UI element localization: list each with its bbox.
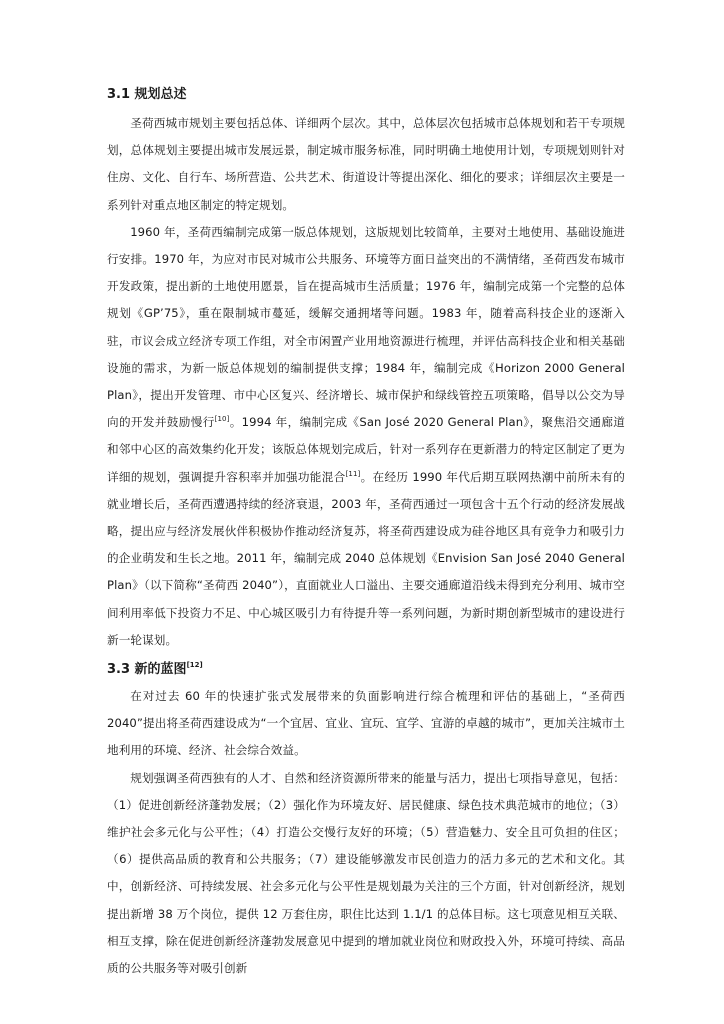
citation-ref: [11] (345, 469, 361, 478)
paragraph-planning-history: 1960 年，圣荷西编制完成第一版总体规划，这版规划比较简单，主要对土地使用、基础设施进行安排。1970 年，为应对市民对城市公共服务、环境等方面日益突出的不满情绪，圣荷西发布城市开发政策，提出新的土地使用愿景，旨在提高城市生活质量；1976 年，编制完成第一个完整的总体规划《GP’75》，重在限制城市蔓延，缓解交通拥堵等问题。1983 年，随着高科技企业的逐渐入驻，市议会成立经济专项工作组，对全市闲置产业用地资源进行梳理，并评估高科技企业和相关基础设施的需求，为新一版总体规划的编制提供支撑；1984 年，编制完成《Horizon 2000 General Plan》，提出开发管理、市中心区复兴、经济增长、城市保护和绿线管控五项策略，倡导以公交为导向的开发并鼓励慢行[10]。1994 年，编制完成《San José 2020 General Plan》，聚焦沿交通廊道和邻中心区的高效集约化开发；该版总体规划完成后，针对一系列存在更新潜力的特定区制定了更为详细的规划，强调提升容积率并加强功能混合[11]。在经历 1990 年代后期互联网热潮中前所未有的就业增长后，圣荷西遭遇持续的经济衰退，2003 年，圣荷西通过一项包含十五个行动的经济发展战略，提出应与经济发展伙伴积极协作推动经济复苏，将圣荷西建设成为硅谷地区具有竞争力和吸引力的企业萌发和生长之地。2011 年，编制完成 2040 总体规划《Envision San José 2040 General Plan》（以下简称“圣荷西 2040”），直面就业人口溢出、主要交通廊道沿线未得到充分利用、城市空间利用率低下投资力不足、中心城区吸引力有待提升等一系列问题，为新时期创新型城市的建设进行新一轮谋划。 (107, 224, 626, 647)
document-page (107, 86, 625, 982)
citation-ref: [12] (186, 661, 203, 670)
section-heading-overview: 3.1 规划总述 (107, 87, 187, 102)
paragraph-planning-levels: 圣荷西城市规划主要包括总体、详细两个层次。其中，总体层次包括城市总体规划和若干专项规划，总体规划主要提出城市发展远景，制定城市服务标准，同时明确土地使用计划，专项规划则针对住房、文化、自行车、场所营造、公共艺术、街道设计等提出深化、细化的要求；详细层次主要是一系列针对重点地区制定的特定规划。 (107, 116, 625, 212)
paragraph-vision: 在对过去 60 年的快速扩张式发展带来的负面影响进行综合梳理和评估的基础上，“圣荷西 2040”提出将圣荷西建设成为“一个宜居、宜业、宜玩、宜学、宜游的卓越的城市”，更加关注城市土地利用的环境、经济、社会综合效益。 (107, 689, 625, 758)
paragraph-guidelines: 规划强调圣荷西独有的人才、自然和经济资源所带来的能量与活力，提出七项指导意见，包括：（1）促进创新经济蓬勃发展；（2）强化作为环境友好、居民健康、绿色技术典范城市的地位；（3）维护社会多元化与公平性；（4）打造公交慢行友好的环境；（5）营造魅力、安全且可负担的住区；（6）提供高品质的教育和公共服务；（7）建设能够激发市民创造力的活力多元的艺术和文化。其中，创新经济、可持续发展、社会多元化与公平性是规划最为关注的三个方面，针对创新经济，规划提出新增 38 万个岗位，提供 12 万套住房，职住比达到 1.1/1 的总体目标。这七项意见相互关联、相互支撑，除在促进创新经济蓬勃发展意见中提到的增加就业岗位和财政投入外，环境可持续、高品质的公共服务等对吸引创新 (107, 770, 625, 976)
section-heading-new-blueprint: 3.3 新的蓝图[12] (107, 661, 203, 678)
citation-ref: [10] (214, 415, 230, 424)
